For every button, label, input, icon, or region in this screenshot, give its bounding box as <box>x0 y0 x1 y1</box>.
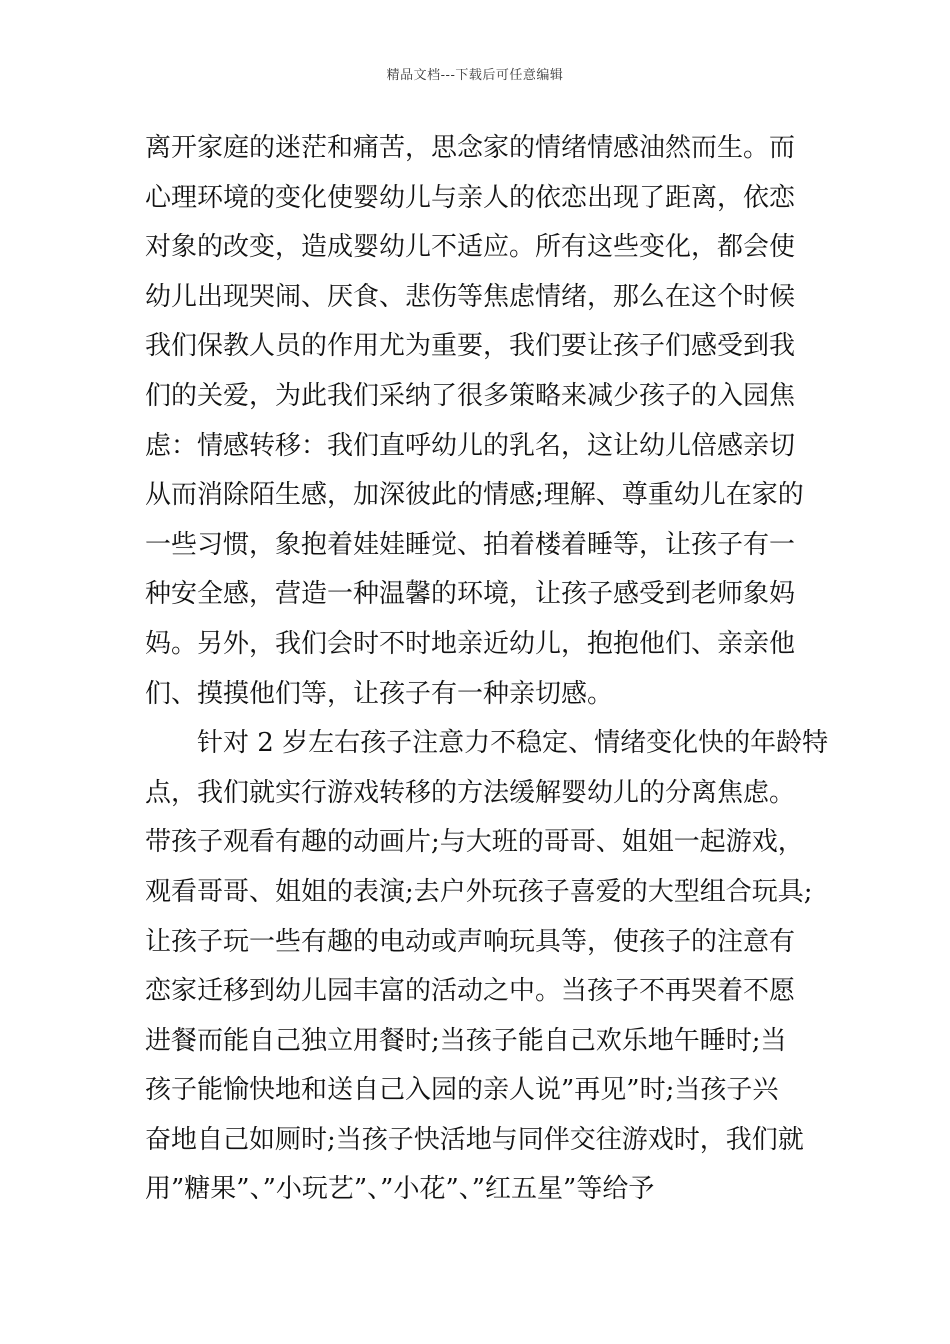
text-line: 我们保教人员的作用尤为重要，我们要让孩子们感受到我 <box>145 331 796 362</box>
text-line: 用”糖果”、”小玩艺”、”小花”、”红五星”等给予 <box>145 1174 655 1205</box>
text-line: 们的关爱，为此我们采纳了很多策略来减少孩子的入园焦 <box>145 380 796 411</box>
text-line: 进餐而能自己独立用餐时;当孩子能自己欢乐地午睡时;当 <box>145 1025 787 1056</box>
text-line: 妈。另外，我们会时不时地亲近幼儿，抱抱他们、亲亲他 <box>145 628 796 659</box>
text-line: 孩子能愉快地和送自己入园的亲人说”再见”时;当孩子兴 <box>145 1075 779 1106</box>
text-line: 对象的改变，造成婴幼儿不适应。所有这些变化，都会使 <box>145 232 796 263</box>
text-line: 虑：情感转移：我们直呼幼儿的乳名，这让幼儿倍感亲切 <box>145 430 796 461</box>
text-line: 一些习惯，象抱着娃娃睡觉、拍着楼着睡等，让孩子有一 <box>145 529 796 560</box>
text-line: 让孩子玩一些有趣的电动或声响玩具等，使孩子的注意有 <box>145 926 796 957</box>
text-line: 从而消除陌生感，加深彼此的情感;理解、尊重幼儿在家的 <box>145 480 804 511</box>
paragraph-start-line: 针对 2 岁左右孩子注意力不稳定、情绪变化快的年龄特 <box>197 728 829 759</box>
text-line: 带孩子观看有趣的动画片;与大班的哥哥、姐姐一起游戏， <box>145 827 804 858</box>
text-line: 恋家迁移到幼儿园丰富的活动之中。当孩子不再哭着不愿 <box>145 976 796 1007</box>
text-line: 心理环境的变化使婴幼儿与亲人的依恋出现了距离，依恋 <box>145 182 796 213</box>
page-header: 精品文档---下载后可任意编辑 <box>386 68 564 83</box>
text-line: 种安全感，营造一种温馨的环境，让孩子感受到老师象妈 <box>145 579 796 610</box>
text-line: 离开家庭的迷茫和痛苦，思念家的情绪情感油然而生。而 <box>145 133 796 163</box>
text-line: 点，我们就实行游戏转移的方法缓解婴幼儿的分离焦虑。 <box>145 777 796 808</box>
text-line: 们、摸摸他们等，让孩子有一种亲切感。 <box>145 678 614 709</box>
text-line: 幼儿出现哭闹、厌食、悲伤等焦虑情绪，那么在这个时候 <box>145 281 796 312</box>
body-text <box>145 124 829 1215</box>
text-line: 奋地自己如厕时;当孩子快活地与同伴交往游戏时，我们就 <box>145 1124 804 1155</box>
text-line: 观看哥哥、姐姐的表演;去户外玩孩子喜爱的大型组合玩具; <box>145 876 813 907</box>
